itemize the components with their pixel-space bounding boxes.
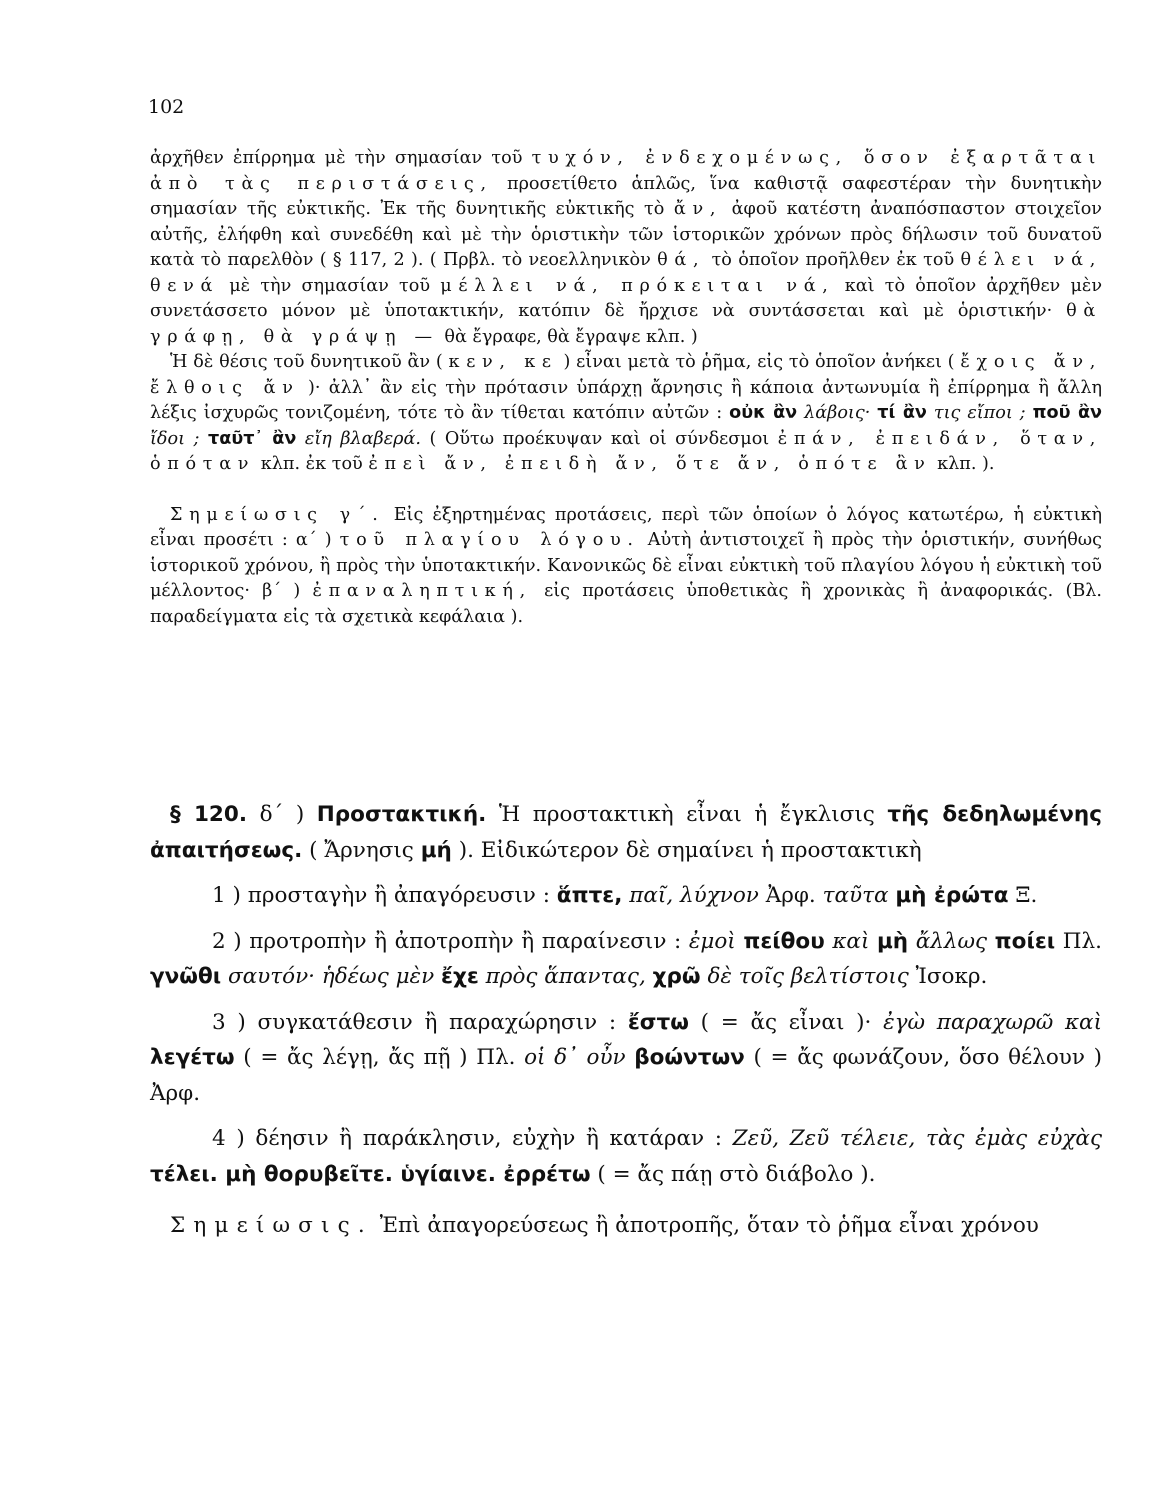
paragraph-position-of-an: Ἡ δὲ θέσις τοῦ δυνητικοῦ ἂν ( κεν, κε ) εἶναι μετὰ τὸ ῥῆμα, εἰς τὸ ὁποῖον ἀνήκει ( ἔχοις ἄν, ἔλθοις ἄν )· ἀλλ᾽ ἂν εἰς τὴν πρότασιν ὑπάρχῃ ἄρνησις ἢ κάποια ἀντωνυμία ἢ ἐπίρρημα ἢ ἄλλη λέξις ἰσχυρῶς τονιζομένη, τότε τὸ ἂν τίθεται κατόπιν αὐτῶν : οὐκ ἂν λάβοις· τί ἂν τις εἴποι ; ποῦ ἂν ἴδοι ; ταῦτ᾽ ἂν εἴη βλαβερά. ( Οὕτω προέκυψαν καὶ οἱ σύνδεσμοι ἐπάν, ἐπειδάν, ὅταν, ὁπόταν κλπ. ἐκ τοῦ ἐπεὶ ἄν, ἐπειδὴ ἄν, ὅτε ἄν, ὁπότε ἂν κλπ. ). bbox=[150, 352, 1103, 474]
text-block-upper bbox=[150, 146, 1102, 630]
text-block-lower bbox=[150, 797, 1102, 1244]
note-prohibition: Σημείωσις. Ἐπὶ ἀπαγορεύσεως ἢ ἀποτροπῆς, ὅταν τὸ ῥῆμα εἶναι χρόνου bbox=[170, 1213, 1039, 1238]
section-heading: Προστακτική. bbox=[316, 802, 487, 827]
section-number: § 120. bbox=[170, 802, 248, 827]
section-120: § 120. δ΄ ) Προστακτική. Ἡ προστακτικὴ εἶναι ἡ ἔγκλισις τῆς δεδηλωμένης ἀπαιτήσεως. ( Ἄρνησις μή ). Εἰδικώτερον δὲ σημαίνει ἡ προστακτικὴ bbox=[150, 802, 1102, 863]
list-item-3: 3 ) συγκατάθεσιν ἢ παραχώρησιν : ἔστω ( = ἄς εἶναι )· ἐγὼ παραχωρῶ καὶ λεγέτω ( = ἄς λέγῃ, ἄς πῇ ) Πλ. οἱ δ᾽ οὖν βοώντων ( = ἄς φωνάζουν, ὅσο θέλουν ) Ἀρφ. bbox=[150, 1009, 1103, 1106]
page-number: 102 bbox=[148, 96, 185, 118]
list-item-2: 2 ) προτροπὴν ἢ ἀποτροπὴν ἢ παραίνεσιν : ἐμοὶ πείθου καὶ μὴ ἄλλως ποίει Πλ. γνῶθι σαυτόν· ἡδέως μὲν ἔχε πρὸς ἅπαντας, χρῶ δὲ τοῖς βελτίστοις Ἰσοκρ. bbox=[150, 928, 1102, 989]
paragraph-optative-an: ἀρχῆθεν ἐπίρρημα μὲ τὴν σημασίαν τοῦ τυχόν, ἐνδεχομένως, ὅσον ἐξαρτᾶται ἀπὸ τὰς περιστάσεις, προσετίθετο ἁπλῶς, ἵνα καθιστᾷ σαφεστέραν τὴν δυνητικὴν σημασίαν τῆς εὐκτικῆς. Ἐκ τῆς δυνητικῆς εὐκτικῆς τὸ ἄν, ἀφοῦ κατέστη ἀναπόσπαστον στοιχεῖον αὐτῆς, ἐλήφθη καὶ συνεδέθη καὶ μὲ τὴν ὁριστικὴν τῶν ἱστορικῶν χρόνων πρὸς δήλωσιν τοῦ δυνατοῦ κατὰ τὸ παρελθὸν ( § 117, 2 ). ( Πρβλ. τὸ νεοελληνικὸν θά, τὸ ὁποῖον προῆλθεν ἐκ τοῦ θέλει νά, θενά μὲ τὴν σημασίαν τοῦ μέλλει νά, πρόκειται νά, καὶ τὸ ὁποῖον ἀρχῆθεν μὲν συνετάσσετο μόνον μὲ ὑποτακτικήν, κατόπιν δὲ ἤρχισε νὰ συντάσσεται καὶ μὲ ὁριστικήν· θὰ γράφῃ, θὰ γράψῃ — θὰ ἔγραφε, θὰ ἔγραψε κλπ. ) bbox=[150, 148, 1103, 347]
list-item-1: 1 ) προσταγὴν ἢ ἀπαγόρευσιν : ἅπτε, παῖ, λύχνον Ἀρφ. ταῦτα μὴ ἐρώτα Ξ. bbox=[212, 883, 1038, 908]
list-item-4: 4 ) δέησιν ἢ παράκλησιν, εὐχὴν ἢ κατάραν : Ζεῦ, Ζεῦ τέλειε, τὰς ἐμὰς εὐχὰς τέλει. μὴ θορυβεῖτε. ὑγίαινε. ἐρρέτω ( = ἄς πάῃ στὸ διάβολο ). bbox=[150, 1126, 1102, 1187]
note-gamma: Σημείωσις γ΄. Εἰς ἐξηρτημένας προτάσεις, περὶ τῶν ὁποίων ὁ λόγος κατωτέρω, ἡ εὐκτικὴ εἶναι προσέτι : α΄ ) τοῦ πλαγίου λόγου. Αὐτὴ ἀντιστοιχεῖ ἢ πρὸς τὴν ὁριστικήν, συνήθως ἱστορικοῦ χρόνου, ἢ πρὸς τὴν ὑποτακτικήν. Κανονικῶς δὲ εἶναι εὐκτικὴ τοῦ πλαγίου λόγου ἡ εὐκτικὴ τοῦ μέλλοντος· β΄ ) ἐπαναληπτική, εἰς προτάσεις ὑποθετικὰς ἢ χρονικὰς ἢ ἀναφορικάς. (Βλ. παραδείγματα εἰς τὰ σχετικὰ κεφάλαια ). bbox=[150, 504, 1103, 627]
